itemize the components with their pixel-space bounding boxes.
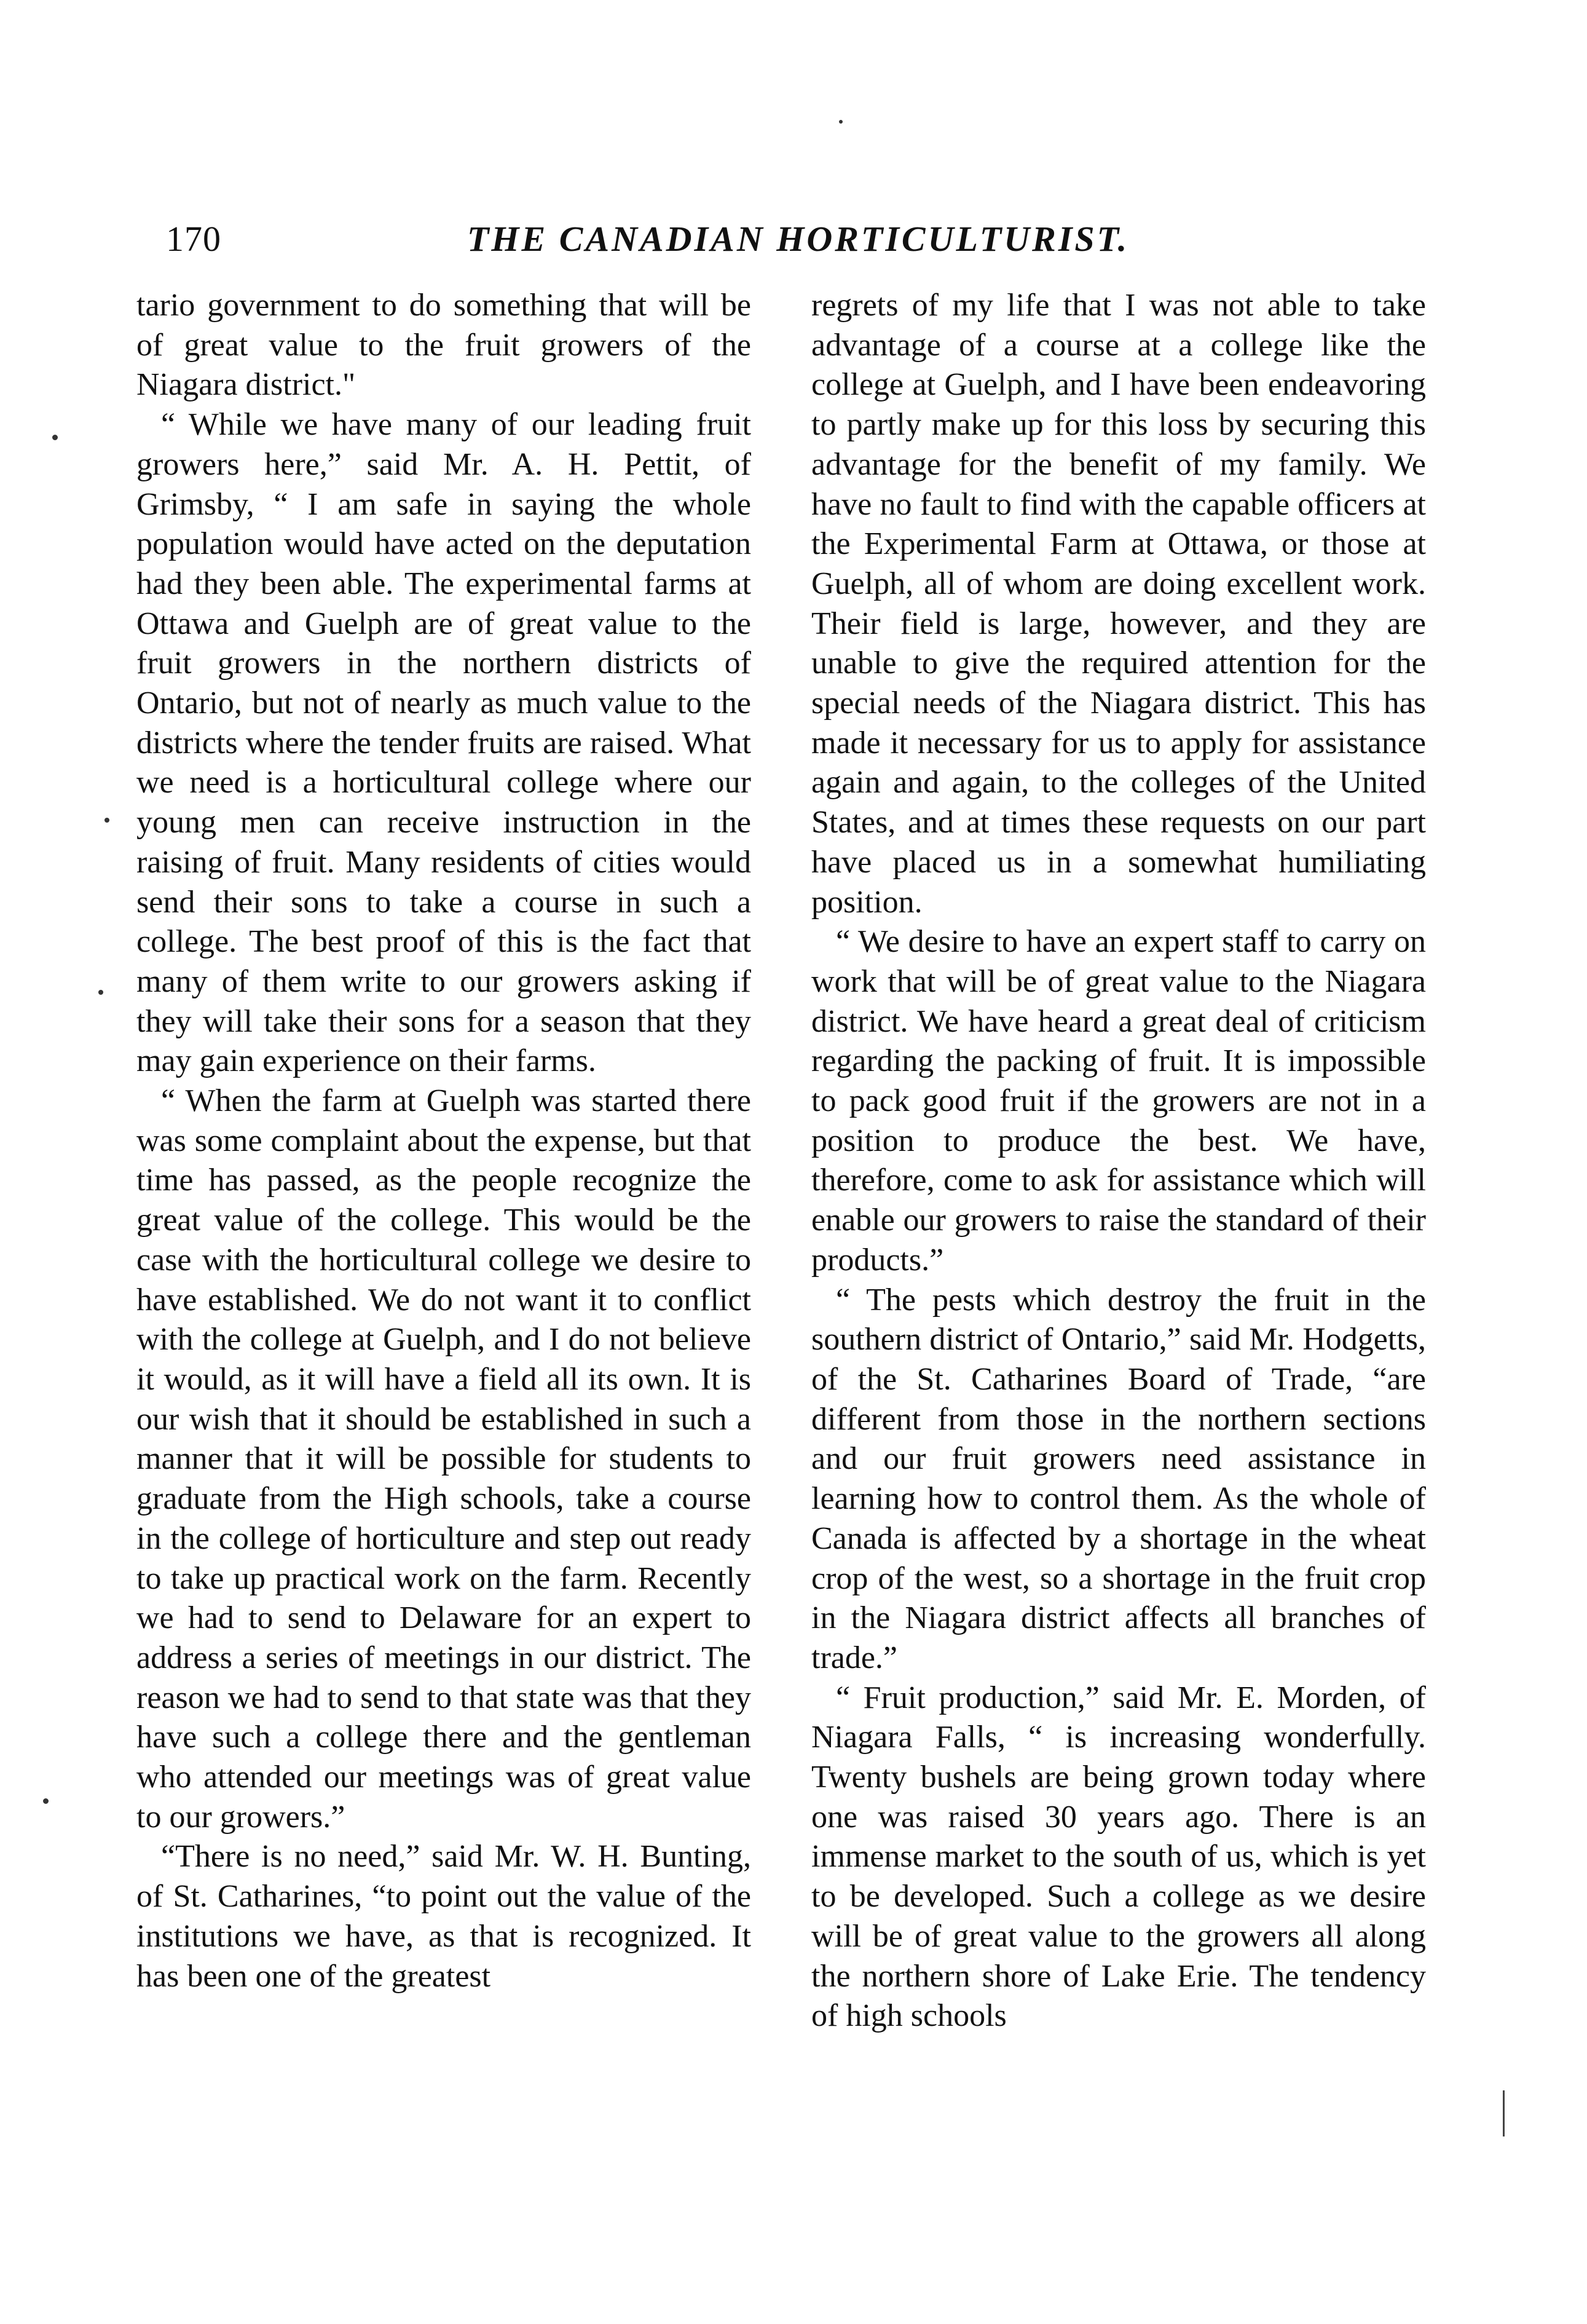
paragraph: regrets of my life that I was not able to take advantage of a course at a college like the college at Guelph, and I have been endeavoring to partly make up for this loss by securing this advantage for the benefit of my family. We have no fault to find with the capable officers at the Experimental Farm at Ottawa, or those at Guelph, all of whom are doing excellent work. Their field is large, however, and they are unable to give the required attention for the special needs of the Niagara district. This has made it necessary for us to apply for assistance again and again, to the colleges of the United States, and at times these requests on our part have placed us in a somewhat humiliating position. — [811, 288, 1426, 920]
paragraph: “ Fruit production,” said Mr. E. Morden, of Niagara Falls, “ is increasing wonderfully. Twenty bushels are being grown today where one was raised 30 years ago. There is an immense market to the south of us, which is yet to be developed. Such a college as we desire will be of great value to the growers all along the northern shore of Lake Erie. The tendency of high schools — [811, 1680, 1426, 2034]
page-number: 170 — [166, 219, 221, 259]
scan-speck — [839, 120, 843, 124]
paragraph: “ When the farm at Guelph was started there was some complaint about the expense, but that time has passed, as the people recognize the great value of the college. This would be the case with the horticultural college we desire to have established. We do not want it to conflict with the college at Guelph, and I do not believe it would, as it will have a field all its own. It is our wish that it should be established in such a manner that it will be possible for students to graduate from the High schools, take a course in the college of horticulture and step out ready to take up practical work on the farm. Recently we had to send to Delaware for an expert to address a series of meetings in our district. The reason we had to send to that state was that they have such a college there and the gentleman who attended our meetings was of great value to our growers.” — [136, 1083, 751, 1835]
paragraph: “ We desire to have an expert staff to carry on work that will be of great value to the Niagara district. We have heard a great deal of criticism regarding the packing of fruit. It is impossible to pack good fruit if the growers are not in a position to produce the best. We have, therefore, come to ask for assistance which will enable our growers to raise the standard of their products.” — [811, 924, 1426, 1278]
scan-speck — [43, 1798, 49, 1804]
scan-speck — [98, 990, 103, 995]
scan-edge-mark — [1503, 2090, 1505, 2136]
paragraph: “ The pests which destroy the fruit in the southern district of Ontario,” said Mr. Hodgetts, of the St. Catharines Board of Trade, “are different from those in the northern sections and our fruit growers need assistance in learning how to control them. As the whole of Canada is affected by a shortage in the wheat crop of the west, so a shortage in the fruit crop in the Niagara district affects all branches of trade.” — [811, 1282, 1426, 1675]
scan-speck — [52, 435, 58, 440]
paragraph: tario government to do something that will be of great value to the fruit growers of the Niagara district." — [136, 288, 751, 403]
scan-speck — [104, 818, 109, 823]
page-header — [166, 212, 1438, 267]
paragraph: “There is no need,” said Mr. W. H. Bunting, of St. Catharines, “to point out the value of the institutions we have, as that is recognized. It has been one of the greatest — [136, 1839, 751, 1994]
left-column — [136, 286, 751, 1996]
right-column — [811, 286, 1426, 2036]
paragraph: “ While we have many of our leading fruit growers here,” said Mr. A. H. Pettit, of Grimsby, “ I am safe in saying the whole population would have acted on the deputation had they been able. The experimental farms at Ottawa and Guelph are of great value to the fruit growers in the northern districts of Ontario, but not of nearly as much value to the districts where the tender fruits are raised. What we need is a horticultural college where our young men can receive instruction in the raising of fruit. Many residents of cities would send their sons to take a course in such a college. The best proof of this is the fact that many of them write to our growers asking if they will take their sons for a season that they may gain experience on their farms. — [136, 407, 751, 1079]
running-title: THE CANADIAN HORTICULTURIST. — [467, 219, 1130, 259]
